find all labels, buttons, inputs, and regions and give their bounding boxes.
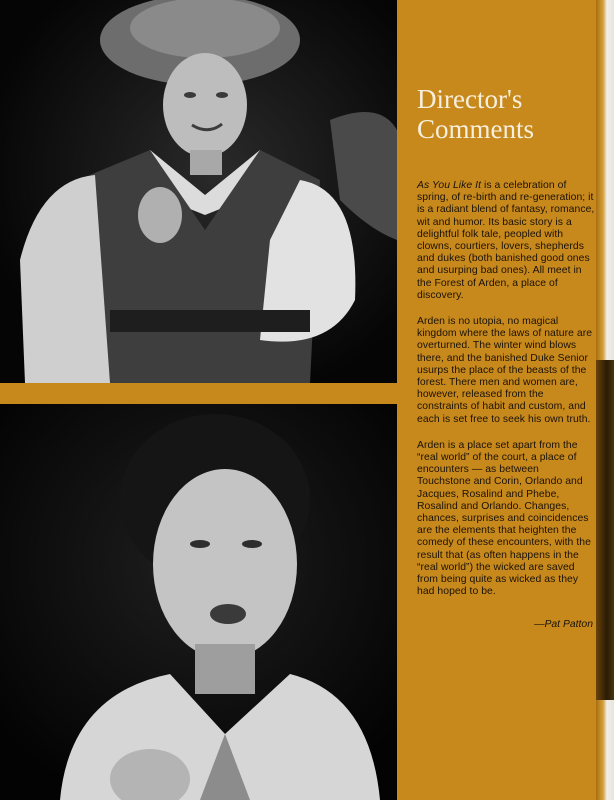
actress-photo — [0, 0, 397, 383]
paragraph-1-text: is a celebration of spring, of re-birth and re-generation; it is a radiant blend of fantasy, romance, wit and humor. Its basic story is a delightful folk tale, peopled with clowns, courtiers, lovers, shepherds and dukes (both banished good ones and usurping bad ones). All meet in the Forest of Arden, a place of discovery. — [417, 180, 595, 301]
directors-comments — [417, 84, 595, 630]
paragraph-1 — [417, 180, 595, 302]
page-edge — [596, 0, 614, 800]
paragraph-2: Arden is no utopia, no magical kingdom where the laws of nature are overturned. The winter wind blows there, and the banished Duke Senior usurps the place of the beasts of the forest. There men and women are, however, released from the constraints of habit and custom, and each is set free to seek his own truth. — [417, 316, 593, 425]
page-title — [417, 84, 595, 144]
title-line-1: Director's — [417, 84, 523, 114]
play-title: As You Like It — [417, 180, 482, 191]
paragraph-3: Arden is a place set apart from the “real world” of the court, a place of encounters — as between Touchstone and Corin, Orlando and Jacques, Rosalind and Phebe, Rosalind and Orlando. Changes, chances, surprises and coincidences are the elements that heighten the comedy of these encounters, with the result that (as often happens in the “real world”) the wicked are saved from being quite as wicked as they had hoped to be. — [417, 439, 591, 598]
title-line-2: Comments — [417, 114, 535, 144]
gold-divider — [0, 383, 397, 404]
signature: —Pat Patton — [534, 618, 593, 630]
actor-photo — [0, 404, 397, 800]
